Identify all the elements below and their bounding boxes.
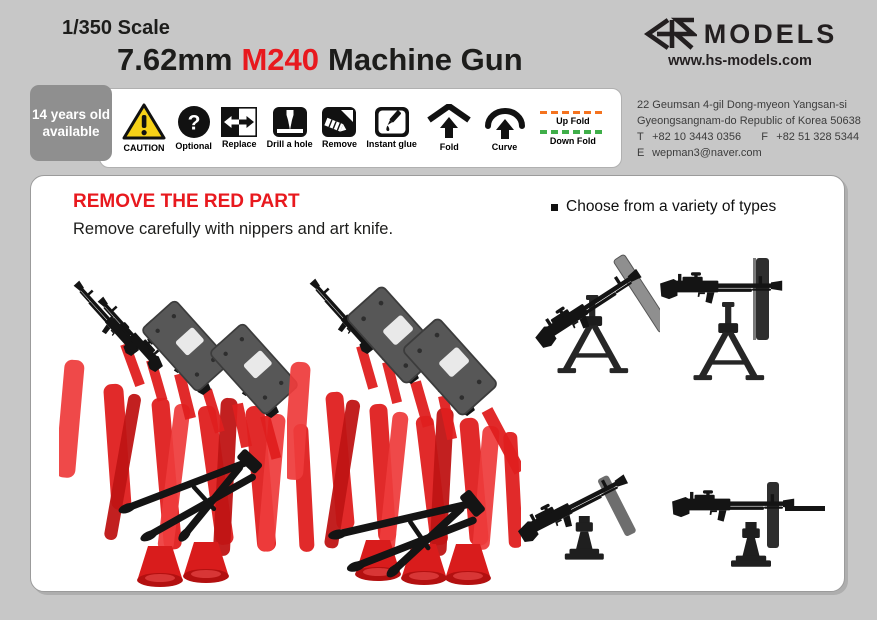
caution-icon [122,103,166,141]
legend-fold [426,104,472,152]
legend-fold-marks [537,111,609,146]
hs-logo-icon [643,16,697,52]
legend-caution-label: CAUTION [123,143,165,153]
email-address: wepman3@naver.com [652,147,762,159]
square-bullet-icon [551,204,558,211]
legend-optional-label: Optional [175,141,212,151]
remove-heading: REMOVE THE RED PART [73,191,300,212]
address-line-2: Gyeongsangnam-do Republic of Korea 50638 [637,115,861,127]
tel-number: +82 10 3443 0356 [652,131,742,143]
email-line [637,145,861,161]
instant-glue-icon [375,107,409,137]
age-badge-line1: 14 years old [31,107,111,122]
legend-remove [322,107,357,149]
address-line-1: 22 Geumsan 4-gil Dong-myeon Yangsan-si [637,99,847,111]
scale-label: 1/350 Scale [62,17,170,39]
phone-fax-line [637,129,861,145]
fax-label: F [761,131,768,143]
gun-type-2-image [659,244,801,394]
tripod-part [112,428,266,562]
instruction-panel [30,175,845,592]
title-model-name: M240 [241,42,320,77]
brand-website: www.hs-models.com [668,53,812,69]
fax-number: +82 51 328 5344 [776,131,860,143]
optional-icon [177,105,211,139]
title-prefix: 7.62mm [117,42,233,77]
age-badge-line2: available [42,124,100,139]
page-title [117,42,523,78]
drill-icon [273,107,307,137]
legend-fold-label: Fold [439,142,459,152]
title-suffix: Machine Gun [328,42,523,77]
legend-up-fold-label: Up Fold [556,116,590,126]
remove-icon [322,107,356,137]
legend-replace-label: Replace [221,139,257,149]
remove-instruction: Remove carefully with nippers and art knife. [73,220,394,238]
legend-down-fold [540,130,606,146]
legend-down-fold-label: Down Fold [549,135,596,146]
age-badge [30,85,112,161]
email-label: E [637,147,645,159]
replace-icon [221,107,257,137]
up-fold-dash-icon [540,111,606,115]
fold-icon [426,104,472,140]
gun-type-1-image [525,231,660,391]
gun-type-3-image [509,454,661,569]
brand-block [632,16,848,69]
brand-name: MODELS [703,18,838,49]
symbol-legend-bar [99,88,622,168]
brand-logo [632,16,848,52]
curve-icon [482,104,528,140]
legend-instant-glue [366,107,417,149]
gun-type-4-image [667,476,829,571]
variety-note [551,198,776,216]
legend-up-fold [540,111,606,127]
legend-replace [221,107,257,149]
variety-note-text: Choose from a variety of types [566,198,777,215]
sprue-cluster-2-image [287,242,521,590]
legend-caution [122,103,166,153]
address-block [637,97,861,161]
tel-label: T [637,131,644,143]
down-fold-dash-icon [540,130,606,134]
legend-remove-label: Remove [321,139,357,149]
legend-drill-label: Drill a hole [266,139,313,149]
legend-curve-label: Curve [491,142,518,152]
legend-optional [175,105,212,151]
legend-instant-glue-label: Instant glue [366,139,417,149]
legend-curve [482,104,528,152]
legend-drill [267,107,313,149]
svg-text:?: ? [187,111,201,135]
